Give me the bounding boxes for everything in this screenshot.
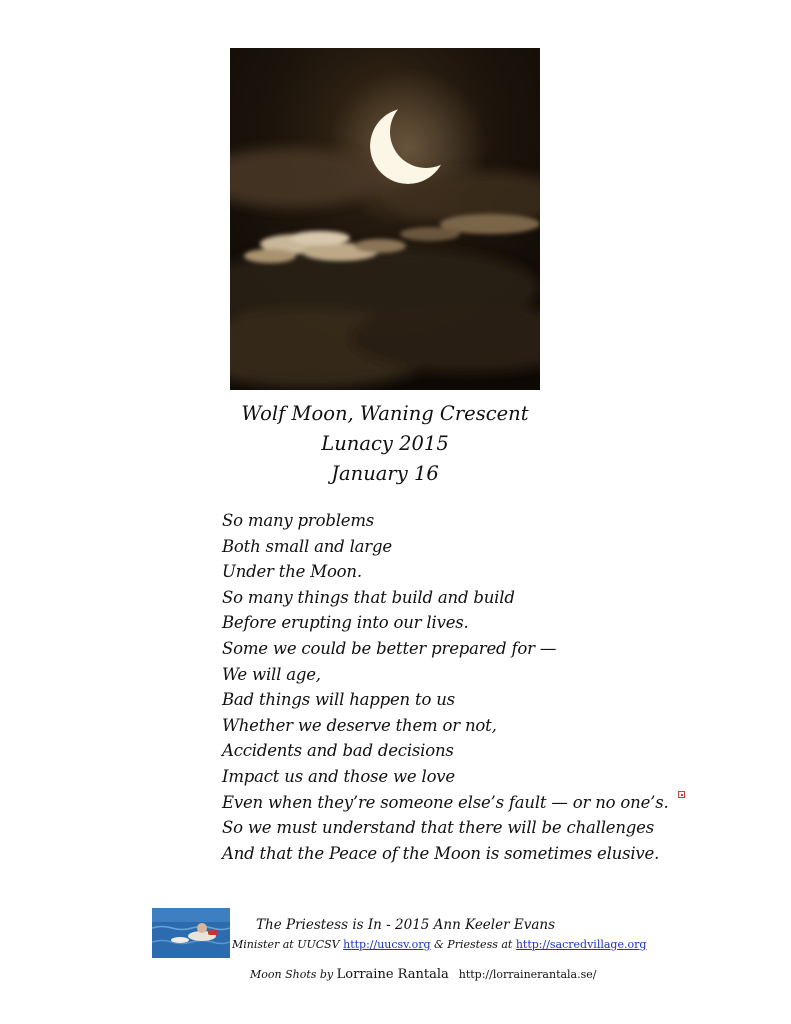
poem-line: So many problems <box>222 511 375 530</box>
photographer-url: http://lorrainerantala.se/ <box>458 968 597 981</box>
uucsv-link[interactable]: http://uucsv.org <box>343 938 431 951</box>
heading-title: Wolf Moon, Waning Crescent <box>241 402 529 425</box>
moonshots-label: Moon Shots by <box>250 968 337 981</box>
footer-credit: The Priestess is In - 2015 Ann Keeler Evans <box>256 917 556 933</box>
poem-line: Some we could be better prepared for — <box>222 638 557 658</box>
poem-line: Accidents and bad decisions <box>222 741 454 761</box>
photographer-name: Lorraine Rantala <box>336 967 449 982</box>
sacredvillage-link[interactable]: http://sacredvillage.org <box>515 938 647 951</box>
poem-line: Both small and large <box>222 536 392 556</box>
footer-affiliations <box>232 938 646 951</box>
poem-line: Whether we deserve them or not, <box>222 715 497 735</box>
poem-line: Under the Moon. <box>222 562 362 582</box>
poem-line: Bad things will happen to us <box>222 690 455 710</box>
poem-heading <box>150 399 620 489</box>
moon-photo <box>230 48 540 390</box>
poem-line: Impact us and those we love <box>222 766 455 786</box>
poem-line: Even when they’re someone else’s fault — or no one’s. <box>222 792 669 812</box>
heading-subtitle: Lunacy 2015 <box>321 432 449 455</box>
poem-line: We will age, <box>222 664 321 684</box>
poem-line: So we must understand that there will be challenges <box>222 818 654 838</box>
annotation-marker-icon[interactable] <box>678 791 685 798</box>
minister-label: Minister at UUCSV <box>232 938 344 951</box>
photo-credit <box>250 967 596 982</box>
poem-line: Before erupting into our lives. <box>222 613 469 633</box>
poem-body <box>222 508 669 866</box>
swimmer-photo <box>152 908 230 958</box>
poem-line: So many things that build and build <box>222 587 515 607</box>
priestess-label: & Priestess at <box>430 938 516 951</box>
moon-crescent-image <box>230 48 540 390</box>
poem-line: And that the Peace of the Moon is sometimes elusive. <box>222 843 660 863</box>
heading-date: January 16 <box>331 462 439 485</box>
